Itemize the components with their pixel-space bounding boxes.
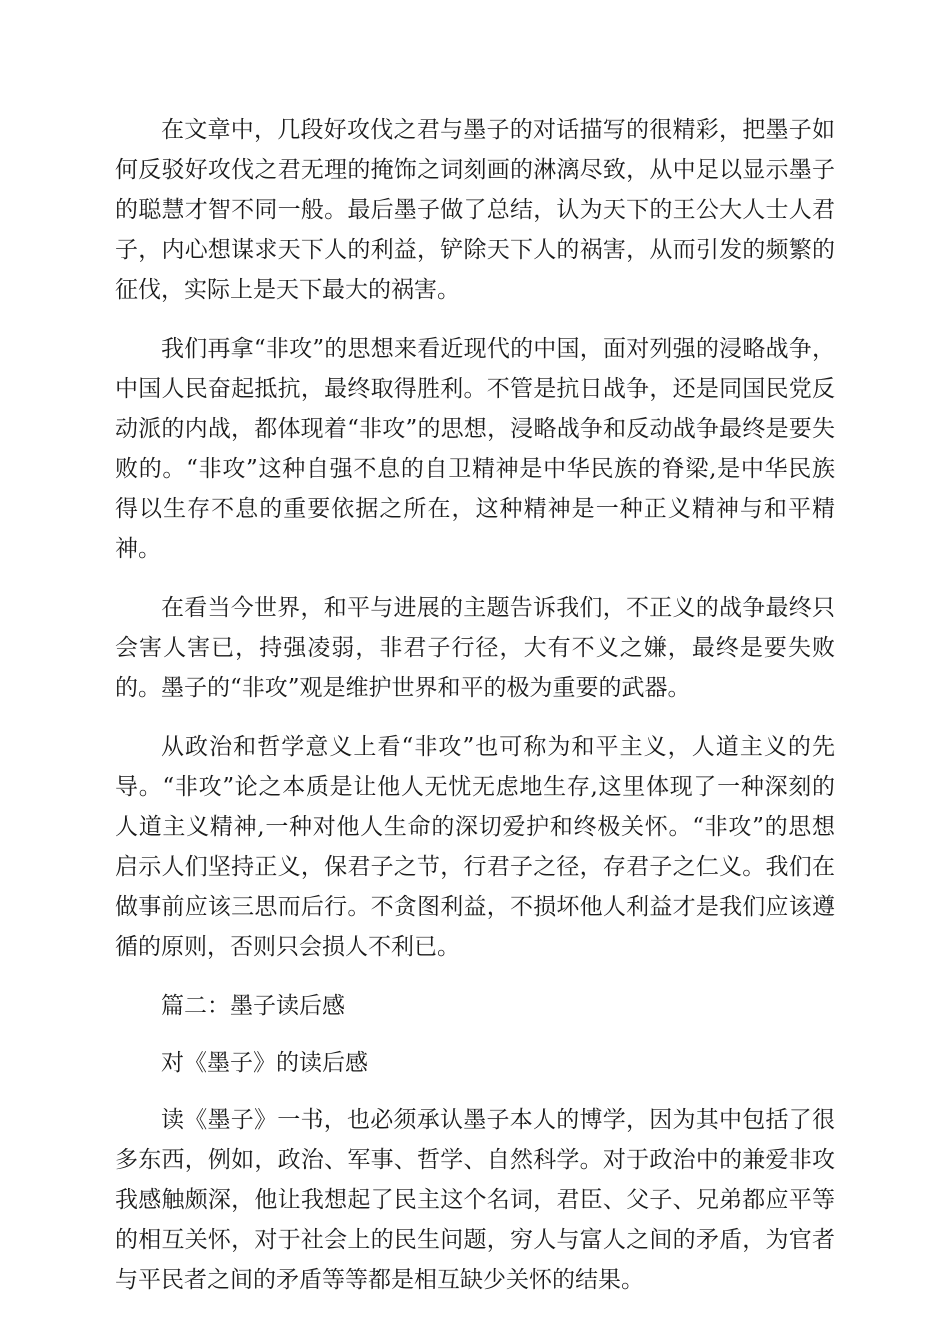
section-heading: 篇二：墨子读后感	[161, 993, 345, 1019]
paragraph-dialogue-summary: 在文章中，几段好攻伐之君与墨子的对话描写的很精彩，把墨子如何反驳好攻伐之君无理的掩饰之词刻画的淋漓尽致，从中足以显示墨子的聪慧才智不同一般。最后墨子做了总结，认为天下的王公大人士人君子，内心想谋求天下人的利益，铲除天下人的祸害，从而引发的频繁的征伐，实际上是天下最大的祸害。	[115, 117, 835, 303]
paragraph-modern-china: 我们再拿“非攻”的思想来看近现代的中国，面对列强的浸略战争，中国人民奋起抵抗，最终取得胜利。不管是抗日战争，还是同国民党反动派的内战，都体现着“非攻”的思想，浸略战争和反动战争最终是要失败的。“非攻”这种自强不息的自卫精神是中华民族的脊梁,是中华民族得以生存不息的重要依据之所在，这种精神是一种正义精神与和平精神。	[115, 336, 835, 562]
paragraph-reading-mozi: 读《墨子》一书，也必须承认墨子本人的博学，因为其中包括了很多东西，例如，政治、军事、哲学、自然科学。对于政治中的兼爱非攻我感触颇深，他让我想起了民主这个名词，君臣、父子、兄弟都应平等的相互关怀，对于社会上的民生问题，穷人与富人之间的矛盾，为官者与平民者之间的矛盾等等都是相互缺少关怀的结果。	[115, 1107, 835, 1293]
document-page	[115, 110, 835, 1319]
paragraph-philosophy: 从政治和哲学意义上看“非攻”也可称为和平主义，人道主义的先导。“非攻”论之本质是让他人无忧无虑地生存,这里体现了一种深刻的人道主义精神,一种对他人生命的深切爱护和终极关怀。“非攻”的思想启示人们坚持正义，保君子之节，行君子之径，存君子之仁义。我们在做事前应该三思而后行。不贪图利益，不损坏他人利益才是我们应该遵循的原则，否则只会损人不利已。	[115, 734, 835, 960]
section-subtitle: 对《墨子》的读后感	[161, 1050, 368, 1076]
paragraph-world-today: 在看当今世界，和平与进展的主题告诉我们，不正义的战争最终只会害人害已，持强凌弱，非君子行径，大有不义之嫌，最终是要失败的。墨子的“非攻”观是维护世界和平的极为重要的武器。	[115, 595, 835, 701]
